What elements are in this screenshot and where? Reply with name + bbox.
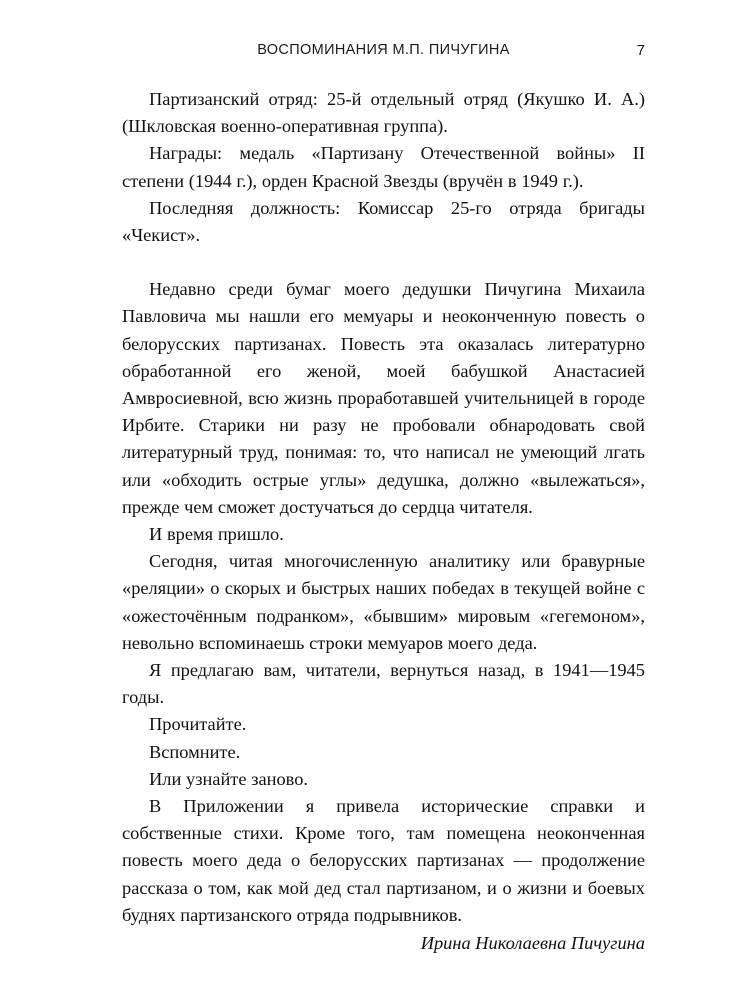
body-paragraph-learn-anew: Или узнайте заново. — [149, 768, 309, 789]
body-paragraph-appendix: В Приложении я привела исторические справки и собственные стихи. Кроме того, там помещена неоконченная повесть моего деда о белорусских партизанах — продолжение рассказа о том, как мой дед стал партизаном, и о жизни и боевых буднях партизанского отряда подрывников. — [122, 796, 645, 925]
page-number: 7 — [636, 42, 645, 59]
body-paragraph-today-analytics: Сегодня, читая многочисленную аналитику или бравурные «реляции» о скорых и быстрых наших победах в текущей войне с «ожесточённым подранком», «бывшим» мировым «гегемоном», невольно вспоминаешь строки мемуаров моего деда. — [122, 551, 645, 653]
info-paragraph-awards: Награды: медаль «Партизану Отечественной войны» II степени (1944 г.), орден Красной Звезды (вручён в 1949 г.). — [122, 143, 645, 191]
info-paragraph-last-position: Последняя должность: Комиссар 25-го отряда бригады «Чекист». — [122, 197, 645, 246]
running-header — [122, 42, 645, 64]
body-paragraph-discovery: Недавно среди бумаг моего дедушки Пичугина Михаила Павловича мы нашли его мемуары и неоконченную повесть о белорусских партизанах. Повесть эта оказалась литературно обработанной его женой, моей бабушкой Анастасией Амвросиевной, всю жизнь проработавшей учительницей в городе Ирбите. Старики ни разу не пробовали обнародовать свой литературный труд, понимая: то, что написал не умеющий лгать или «обходить острые углы» дедушка, должно «вылежаться», прежде чем сможет достучаться до сердца читателя. — [122, 279, 645, 517]
info-paragraph-partisan-unit: Партизанский отряд: 25-й отдельный отряд (Якушко И. А.) (Шкловская военно-оперативная группа). — [122, 89, 645, 137]
body-paragraph-time-has-come: И время пришло. — [149, 524, 284, 545]
section-gap — [122, 249, 645, 276]
page-text-block — [122, 86, 645, 957]
author-signature: Ирина Николаевна Пичугина — [420, 933, 645, 954]
running-header-title: ВОСПОМИНАНИЯ М.П. ПИЧУГИНА — [257, 42, 510, 58]
body-paragraph-invitation: Я предлагаю вам, читатели, вернуться назад, в 1941—1945 годы. — [122, 660, 645, 708]
body-paragraph-read: Прочитайте. — [149, 714, 247, 735]
body-paragraph-remember: Вспомните. — [149, 741, 241, 762]
